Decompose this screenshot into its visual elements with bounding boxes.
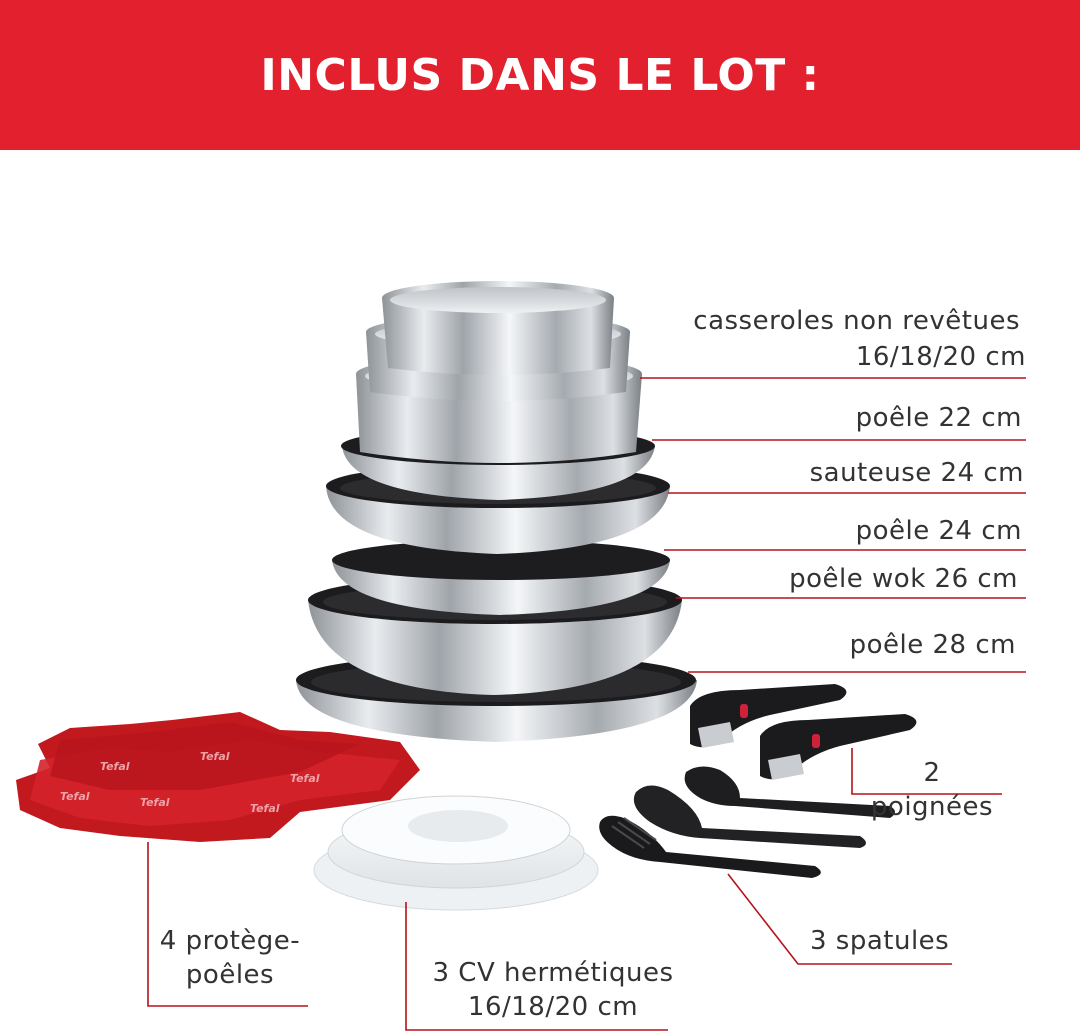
svg-text:Tefal: Tefal bbox=[140, 796, 170, 809]
label-protege-line1: 4 protège- bbox=[159, 926, 301, 956]
label-poele-22: poêle 22 cm bbox=[855, 403, 1022, 433]
svg-text:Tefal: Tefal bbox=[250, 802, 280, 815]
label-sauteuse-24: sauteuse 24 cm bbox=[809, 458, 1024, 488]
svg-text:Tefal: Tefal bbox=[100, 760, 130, 773]
label-poignees bbox=[870, 756, 994, 824]
label-protege-poeles bbox=[150, 924, 310, 992]
spatulas bbox=[599, 766, 895, 878]
header-title: INCLUS DANS LE LOT : bbox=[260, 49, 820, 101]
label-spatules: 3 spatules bbox=[810, 926, 950, 956]
svg-text:Tefal: Tefal bbox=[60, 790, 90, 803]
label-poele-wok-26: poêle wok 26 cm bbox=[789, 564, 1018, 594]
label-poele-28: poêle 28 cm bbox=[849, 630, 1016, 660]
saucepan-16 bbox=[382, 281, 614, 375]
label-couvercles-line2: 16/18/20 cm bbox=[467, 992, 639, 1022]
cookware-stack bbox=[296, 281, 697, 742]
label-couvercles-line1: 3 CV hermétiques bbox=[432, 958, 674, 988]
label-poele-24: poêle 24 cm bbox=[855, 516, 1022, 546]
label-protege-line2: poêles bbox=[185, 960, 275, 990]
lids bbox=[314, 796, 598, 910]
label-poignees-line2: poignées bbox=[870, 792, 994, 822]
label-casseroles bbox=[693, 304, 1020, 338]
label-casseroles-size bbox=[856, 340, 1026, 374]
svg-text:Tefal: Tefal bbox=[200, 750, 230, 763]
label-couvercles bbox=[420, 956, 686, 1024]
label-casseroles-line2: 16/18/20 cm bbox=[855, 342, 1026, 372]
svg-text:Tefal: Tefal bbox=[290, 772, 320, 785]
label-casseroles-line1: casseroles non revêtues bbox=[693, 306, 1020, 336]
label-poignees-line1: 2 bbox=[923, 758, 941, 788]
